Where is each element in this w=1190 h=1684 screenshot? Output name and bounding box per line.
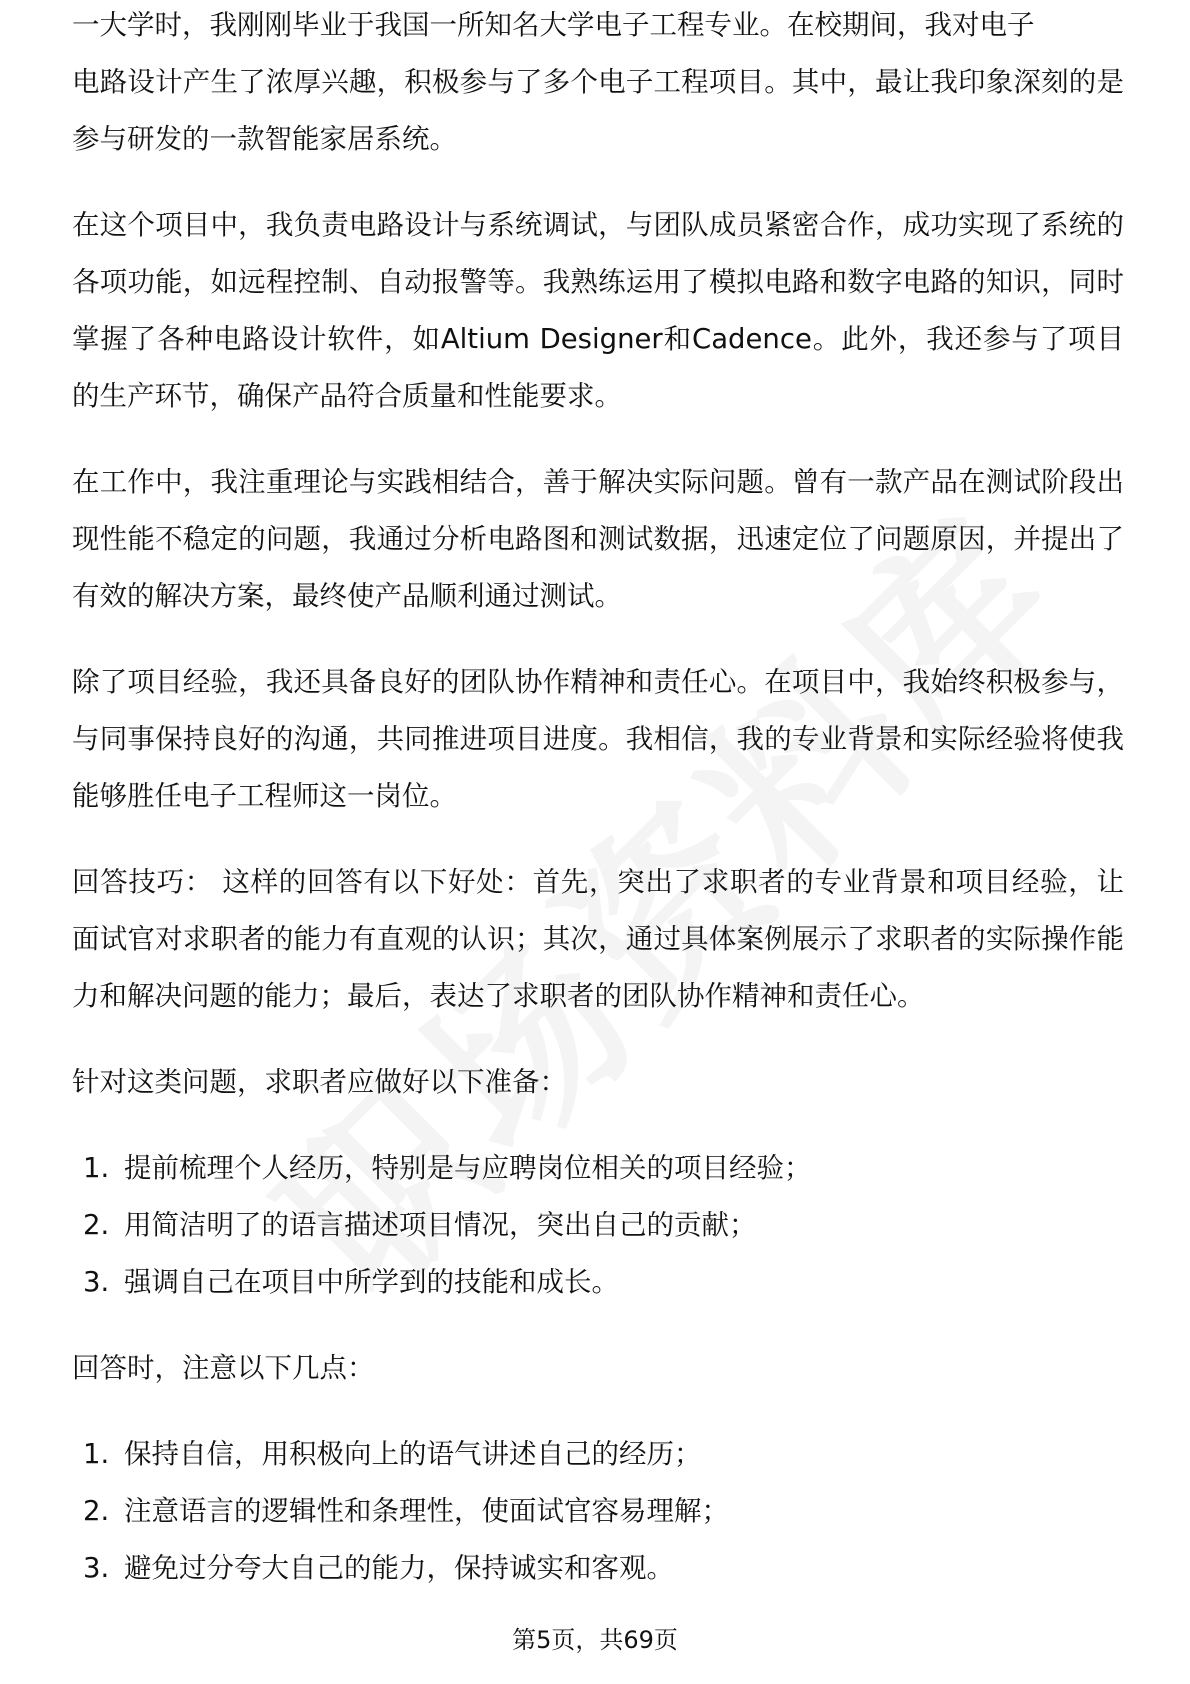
list-item: 2. 用简洁明了的语言描述项目情况，突出自己的贡献； [118,1197,1124,1254]
paragraph-2: 在这个项目中，我负责电路设计与系统调试，与团队成员紧密合作，成功实现了系统的各项功能，如远程控制、自动报警等。我熟练运用了模拟电路和数字电路的知识，同时掌握了各种电路设计软件，如Altium Designer和Cadence。此外，我还参与了项目的生产环节，确保产品符合质量和性能要求。 [72,209,1124,412]
notes-intro: 回答时，注意以下几点： [72,1352,375,1384]
preparation-list [72,1140,1124,1311]
cut-off-top-line [72,9,1124,54]
list-item: 3. 强调自己在项目中所学到的技能和成长。 [118,1254,1124,1311]
answer-tips-paragraph: 回答技巧： 这样的回答有以下好处：首先，突出了求职者的专业背景和项目经验，让面试官对求职者的能力有直观的认识；其次，通过具体案例展示了求职者的实际操作能力和解决问题的能力；最后，表达了求职者的团队协作精神和责任心。 [72,866,1124,1012]
list-item: 3. 避免过分夸大自己的能力，保持诚实和客观。 [118,1540,1124,1597]
paragraph-3: 在工作中，我注重理论与实践相结合，善于解决实际问题。曾有一款产品在测试阶段出现性能不稳定的问题，我通过分析电路图和测试数据，迅速定位了问题原因，并提出了有效的解决方案，最终使产品顺利通过测试。 [72,466,1124,612]
paragraph-1: 电路设计产生了浓厚兴趣，积极参与了多个电子工程项目。其中，最让我印象深刻的是参与研发的一款智能家居系统。 [72,66,1124,155]
list-item: 2. 注意语言的逻辑性和条理性，使面试官容易理解； [118,1483,1124,1540]
cut-off-text: 一大学时，我刚刚毕业于我国一所知名大学电子工程专业。在校期间，我对电子 [72,9,1035,41]
page-number-footer: 第5页，共69页 [512,1626,678,1654]
paragraph-4: 除了项目经验，我还具备良好的团队协作精神和责任心。在项目中，我始终积极参与，与同事保持良好的沟通，共同推进项目进度。我相信，我的专业背景和实际经验将使我能够胜任电子工程师这一岗位。 [72,666,1124,812]
list-item: 1. 提前梳理个人经历，特别是与应聘岗位相关的项目经验； [118,1140,1124,1197]
list-item: 1. 保持自信，用积极向上的语气讲述自己的经历； [118,1426,1124,1483]
notes-list [72,1426,1124,1597]
page-content [72,9,1124,1626]
preparation-intro: 针对这类问题，求职者应做好以下准备： [72,1066,567,1098]
